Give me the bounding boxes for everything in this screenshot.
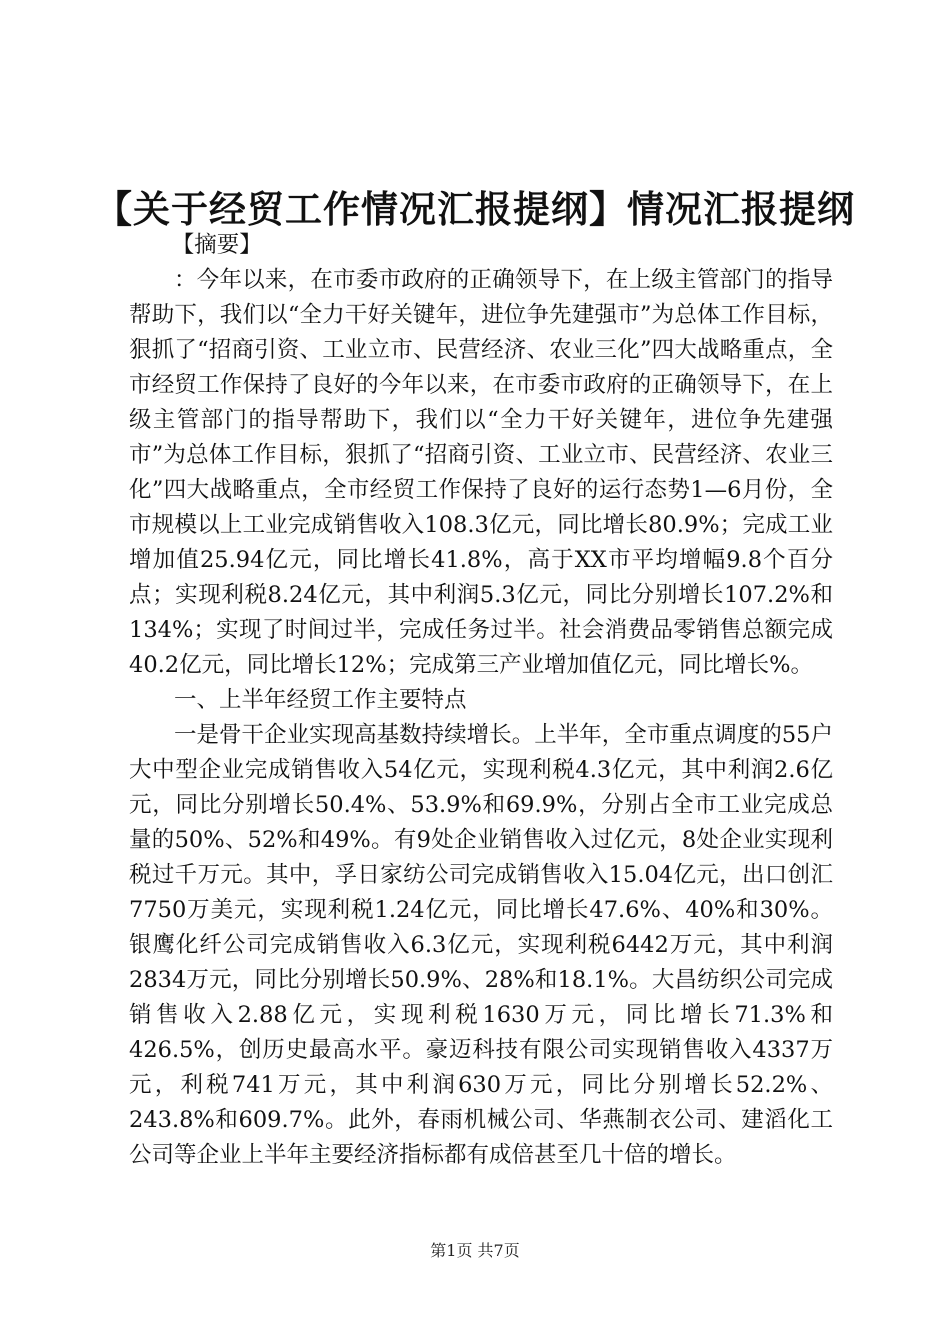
body-paragraph: 一是骨干企业实现高基数持续增长。上半年，全市重点调度的55户大中型企业完成销售收入54亿元，实现利税4.3亿元，其中利润2.6亿元，同比分别增长50.4%、53.9%和69.9%，分别占全市工业完成总量的50%、52%和49%。有9处企业销售收入过亿元，8处企业实现利税过千万元。其中，孚日家纺公司完成销售收入15.04亿元，出口创汇7750万美元，实现利税1.24亿元，同比增长47.6%、40%和30%。银鹰化纤公司完成销售收入6.3亿元，实现利税6442万元，其中利润2834万元，同比分别增长50.9%、28%和18.1%。大昌纺织公司完成销售收入2.88亿元，实现利税1630万元，同比增长71.3%和426.5%，创历史最高水平。豪迈科技有限公司实现销售收入4337万元，利税741万元，其中利润630万元，同比分别增长52.2%、243.8%和609.7%。此外，春雨机械公司、华燕制衣公司、建滔化工公司等企业上半年主要经济指标都有成倍甚至几十倍的增长。: [129, 722, 833, 1168]
document-title: 【关于经贸工作情况汇报提纲】情况汇报提纲: [95, 187, 855, 231]
summary-label: 【摘要】: [171, 232, 262, 258]
page-number-footer: 第1页 共7页: [430, 1241, 520, 1260]
document-body: [129, 228, 833, 1173]
summary-paragraph: ：今年以来，在市委市政府的正确领导下，在上级主管部门的指导帮助下，我们以“全力干好关键年，进位争先建强市”为总体工作目标，狠抓了“招商引资、工业立市、民营经济、农业三化”四大战略重点，全市经贸工作保持了良好的今年以来，在市委市政府的正确领导下，在上级主管部门的指导帮助下，我们以“全力干好关键年，进位争先建强市”为总体工作目标，狠抓了“招商引资、工业立市、民营经济、农业三化”四大战略重点，全市经贸工作保持了良好的运行态势1—6月份，全市规模以上工业完成销售收入108.3亿元，同比增长80.9%；完成工业增加值25.94亿元，同比增长41.8%，高于XX市平均增幅9.8个百分点；实现利税8.24亿元，其中利润5.3亿元，同比分别增长107.2%和134%；实现了时间过半，完成任务过半。社会消费品零销售总额完成40.2亿元，同比增长12%；完成第三产业增加值亿元，同比增长%。: [129, 267, 833, 678]
section-heading: 一、上半年经贸工作主要特点: [174, 687, 467, 713]
